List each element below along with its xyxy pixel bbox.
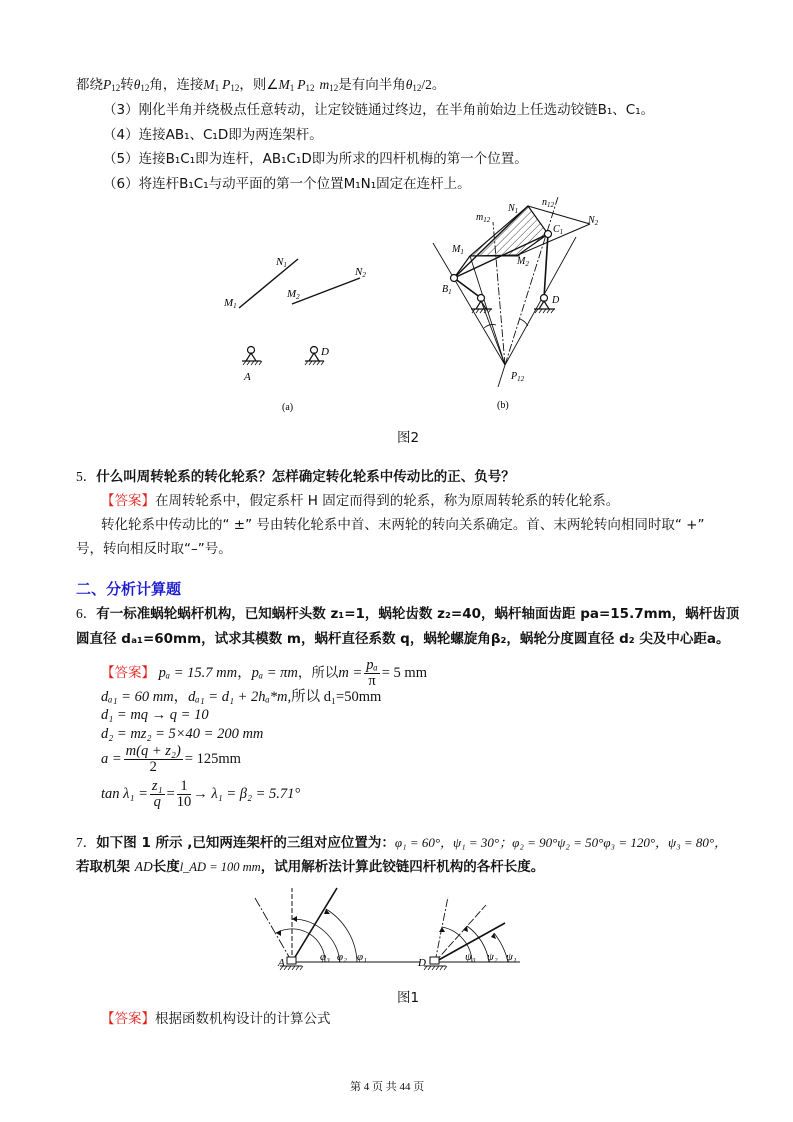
step-5 [103,150,528,168]
step-6 [103,175,471,193]
text: 都绕 [76,77,103,93]
text: 转 [120,77,134,93]
section-title: 二、分析计算题 [76,580,182,598]
question-text: ，试用解析法计算此铰链四杆机构的各杆长度。 [260,859,545,875]
label-phi2: φ₂ [337,951,347,963]
symbol-theta: θ [405,77,413,92]
subscript: 12 [412,83,422,93]
ray [470,256,505,365]
numerator: 1 [177,779,192,795]
question-text: 长度 [152,859,180,875]
text: 是有向半角 [338,77,406,93]
label-d: D [552,295,560,306]
eq-part: tan λ₁ = [101,786,148,802]
answer-tag: 【答案】 [101,493,155,509]
label-m1: $M_1$ [452,244,464,256]
eq-part: a = [101,751,122,767]
eq-part: = 5 mm [381,665,427,681]
subcaption-a: (a) [282,402,294,413]
denominator: q [153,794,161,811]
label-b1: $B_1$ [442,284,452,296]
answer-tag: 【答案】 [101,665,155,681]
subscript: 1 [214,83,220,93]
equation-1 [101,657,427,689]
step-text: 将连杆B₁C₁与动平面的第一个位置M₁N₁固定在连杆上。 [138,176,471,192]
eq-part: 所以 d₁=50mm [291,689,382,705]
answer-text: 根据函数机构设计的计算公式 [155,1011,331,1027]
answer-text: 在周转轮系中，假定系杆 H 固定而得到的轮系，称为原周转轮系的转化轮系。 [155,493,620,509]
label-d: D [418,957,426,969]
label-p12: $P_{12}$ [511,371,525,383]
length-value: l_AD = 100 mm [179,860,261,874]
text: ，则∠ [239,77,279,93]
denominator: 2 [149,759,157,776]
equation-5 [101,743,241,775]
question-text: 如下图 1 所示 ,已知两连架杆的三组对应位置为： [96,835,395,851]
question-5 [76,468,515,486]
symbol-p: P [222,77,231,92]
equation-6 [101,778,300,810]
label-psi2: ψ₂ [487,951,498,963]
label-c1: $C_1$ [553,224,564,236]
angle-arc [484,324,496,328]
question-text: 有一标准蜗轮蜗杆机构，已知蜗杆头数 z₁=1，蜗轮齿数 z₂=40，蜗杆轴面齿距 pa=15.7mm，蜗杆齿顶 [96,606,740,622]
subscript: 12 [305,83,315,93]
link-m1n1 [239,259,298,308]
equation-4: d₂ = mz₂ = 5×40 = 200 mm [101,726,264,742]
text: /2。 [421,77,446,92]
label-psi3: ψ₃ [465,951,476,963]
fraction [150,779,165,810]
fraction [124,744,183,775]
label-n1: $N_1$ [508,203,519,215]
question-6-line-1 [76,605,739,623]
page-footer: 第 4 页 共 44 页 [350,1081,425,1093]
numerator: z₁ [151,778,163,795]
question-7-line-1 [76,834,727,852]
answer-text: 号，转向相反时取“–”号。 [76,541,232,557]
arrow-icon [292,916,297,922]
subscript: 12 [230,83,240,93]
step-3 [103,101,654,119]
figure-1 [250,885,550,980]
numerator: pₐ [366,657,378,674]
arrow-icon [491,933,496,939]
denominator: π [368,673,376,690]
label-n12: $n_{12}$ [542,197,554,209]
symbol-m: M [203,77,215,92]
step-text: 连接B₁C₁即为连杆，AB₁C₁D即为所求的四杆机梅的第一个位置。 [138,151,528,167]
eq-part: → λ₁ = β₂ = 5.71° [193,786,301,802]
label-n2: $N_2$ [588,215,599,227]
denominator: 10 [176,794,192,811]
arc-phi2 [292,919,340,962]
figure-2-caption: 图2 [397,430,420,446]
pivot-a-icon [242,347,262,366]
fraction [364,658,380,689]
equation-2 [101,688,381,706]
subscript: 12 [140,83,150,93]
arrow-icon [276,930,281,936]
joint-b1-icon [451,275,458,282]
answer-tag: 【答案】 [101,1011,155,1027]
step-text: 刚化半角并绕极点任意转动，让定铰链通过终边，在半角前始边上任选动铰链B₁、C₁。 [138,102,655,118]
eq-part: = [166,786,175,802]
step-number: （3） [103,102,139,118]
eq-part: ，所以 [297,665,339,681]
question-values: φ₁ = 60°，ψ₁ = 30°；φ₂ = 90°ψ₂ = 50°φ₃ = 120°，ψ₃ = 80°， [394,835,728,850]
frame-ad: AD [134,859,153,874]
label-d: D [321,346,329,358]
ray [480,298,505,365]
equation-3: d₁ = mq → q = 10 [101,707,209,723]
symbol-p: P [103,77,112,92]
ray-phi3 [255,898,292,962]
pivot-a-icon [471,295,492,314]
eq-part: = 125mm [184,751,241,767]
link-ab1 [454,278,481,298]
symbol-theta: θ [133,77,141,92]
question-7-line-2 [76,858,544,876]
eq-part: dₐ₁ = d₁ + 2hₐ*m, [188,689,292,705]
eq-part: m = [338,665,363,681]
label-phi1: φ₁ [357,951,367,963]
step-number: （5） [103,151,139,167]
question-text: 若取机架 [76,859,135,875]
label-m12: $m_{12}$ [476,212,491,224]
arrow-icon [463,926,468,932]
ray [498,365,505,387]
answer-7 [101,1010,331,1028]
label-psi1: ψ₁ [506,951,517,963]
answer-5-line-2 [101,516,704,534]
question-text: 什么叫周转轮系的转化轮系？怎样确定转化轮系中传动比的正、负号？ [96,469,515,485]
step-text: 连接AB₁、C₁D即为两连架杆。 [138,127,323,143]
answer-text: 转化轮系中传动比的“ ±” 号由转化轮系中首、末两轮的转向关系确定。首、末两轮转向相同时取“ +” [101,517,705,533]
ray-psi2 [435,905,486,962]
eq-part: ， [237,665,252,681]
question-6-line-2: 圆直径 dₐ₁=60mm，试求其模数 m，蜗杆直径系数 q，蜗轮螺旋角β₂，蜗轮分度圆直径 d₂ 尖及中心距a。 [76,631,730,647]
figure-2b [420,195,630,415]
answer-5-line-1 [101,492,619,510]
symbol-m: M [278,77,290,92]
label-m2: $M_2$ [517,256,529,268]
step-number: （4） [103,127,139,143]
label-a: A [278,957,285,969]
eq-part: dₐ₁ = 60 mm [101,689,174,705]
symbol-m: m [319,77,330,92]
ray-phi1 [292,888,337,962]
subscript: 12 [329,83,339,93]
subcaption-b: (b) [497,400,509,411]
subscript: 1 [289,83,295,93]
eq-part: pₐ = πm [251,665,298,681]
ray [433,243,505,365]
question-number: 7． [76,835,97,850]
link-m2n2 [292,278,360,304]
numerator: m(q + z₂) [125,743,181,760]
step-4 [103,126,323,144]
step-2-continuation [76,76,445,97]
fraction [177,779,192,810]
label-a: A [244,371,251,383]
figure-1-caption: 图1 [397,990,420,1006]
question-number: 5． [76,469,97,484]
step-number: （6） [103,176,139,192]
label-n1: N1 [276,256,287,269]
answer-5-line-3 [76,540,232,558]
eq-part: ， [173,689,189,705]
pivot-d-icon [424,957,447,970]
label-m2: M2 [287,288,300,301]
label-m1: M1 [224,297,237,310]
joint-c1-icon [545,231,552,238]
symbol-p: P [297,77,306,92]
question-number: 6． [76,606,97,621]
figure-2a [210,240,390,420]
label-phi3: φ₃ [320,951,330,963]
text: 角，连接 [149,77,204,93]
subscript: 12 [111,83,121,93]
label-n2: N2 [355,266,366,279]
eq-part: pₐ = 15.7 mm [158,665,238,681]
